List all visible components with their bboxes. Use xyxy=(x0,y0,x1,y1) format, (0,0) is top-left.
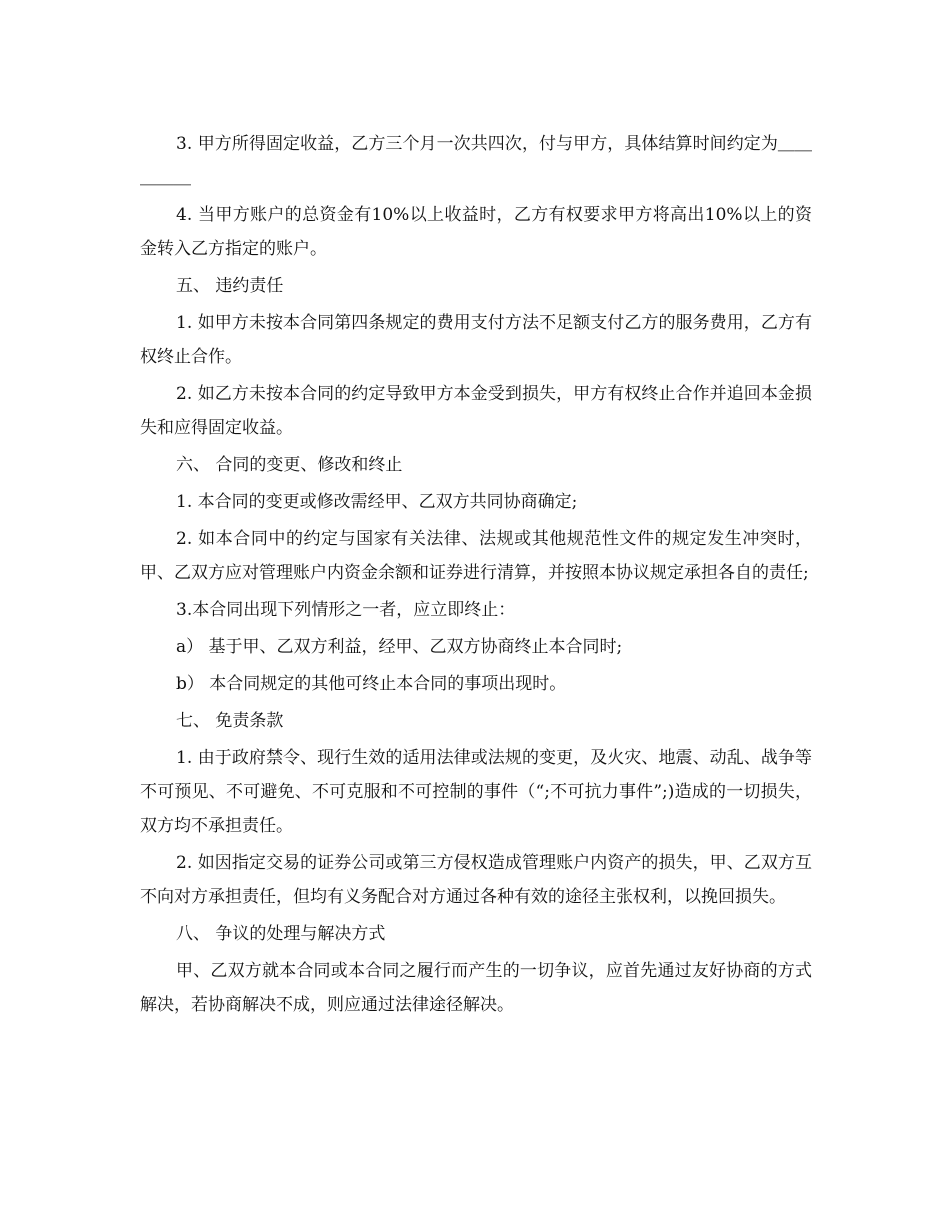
document-body xyxy=(140,127,812,1025)
clause-6-2: 2. 如本合同中的约定与国家有关法律、法规或其他规范性文件的规定发生冲突时，甲、乙双方应对管理账户内资金余额和证券进行清算，并按照本协议规定承担各自的责任; xyxy=(140,529,812,583)
section-heading-6: 六、 合同的变更、修改和终止 xyxy=(176,455,403,475)
clause-8-body: 甲、乙双方就本合同或本合同之履行而产生的一切争议，应首先通过友好协商的方式解决，若协商解决不成，则应通过法律途径解决。 xyxy=(140,961,812,1015)
section-heading-8: 八、 争议的处理与解决方式 xyxy=(176,924,386,944)
clause-6-1: 1. 本合同的变更或修改需经甲、乙双方共同协商确定; xyxy=(176,492,578,512)
clause-4-3: 3. 甲方所得固定收益，乙方三个月一次共四次，付与甲方，具体结算时间约定为＿＿＿＿＿ xyxy=(140,134,812,188)
section-heading-7: 七、 免责条款 xyxy=(176,711,284,731)
clause-6-3: 3.本合同出现下列情形之一者，应立即终止： xyxy=(176,600,516,620)
clause-7-2: 2. 如因指定交易的证券公司或第三方侵权造成管理账户内资产的损失，甲、乙双方互不向对方承担责任，但均有义务配合对方通过各种有效的途径主张权利，以挽回损失。 xyxy=(140,853,812,907)
clause-4-4: 4. 当甲方账户的总资金有10%以上收益时，乙方有权要求甲方将高出10%以上的资金转入乙方指定的账户。 xyxy=(140,205,812,259)
clause-5-2: 2. 如乙方未按本合同的约定导致甲方本金受到损失，甲方有权终止合作并追回本金损失和应得固定收益。 xyxy=(140,384,812,438)
clause-5-1: 1. 如甲方未按本合同第四条规定的费用支付方法不足额支付乙方的服务费用，乙方有权终止合作。 xyxy=(140,313,812,367)
section-heading-5: 五、 违约责任 xyxy=(176,276,284,296)
clause-7-1: 1. 由于政府禁令、现行生效的适用法律或法规的变更，及火灾、地震、动乱、战争等不可预见、不可避免、不可克服和不可控制的事件（“;不可抗力事件”;)造成的一切损失，双方均不承担责任。 xyxy=(140,748,812,836)
clause-6-3-a: a） 基于甲、乙双方利益，经甲、乙双方协商终止本合同时; xyxy=(176,637,623,657)
clause-6-3-b: b） 本合同规定的其他可终止本合同的事项出现时。 xyxy=(176,674,567,694)
